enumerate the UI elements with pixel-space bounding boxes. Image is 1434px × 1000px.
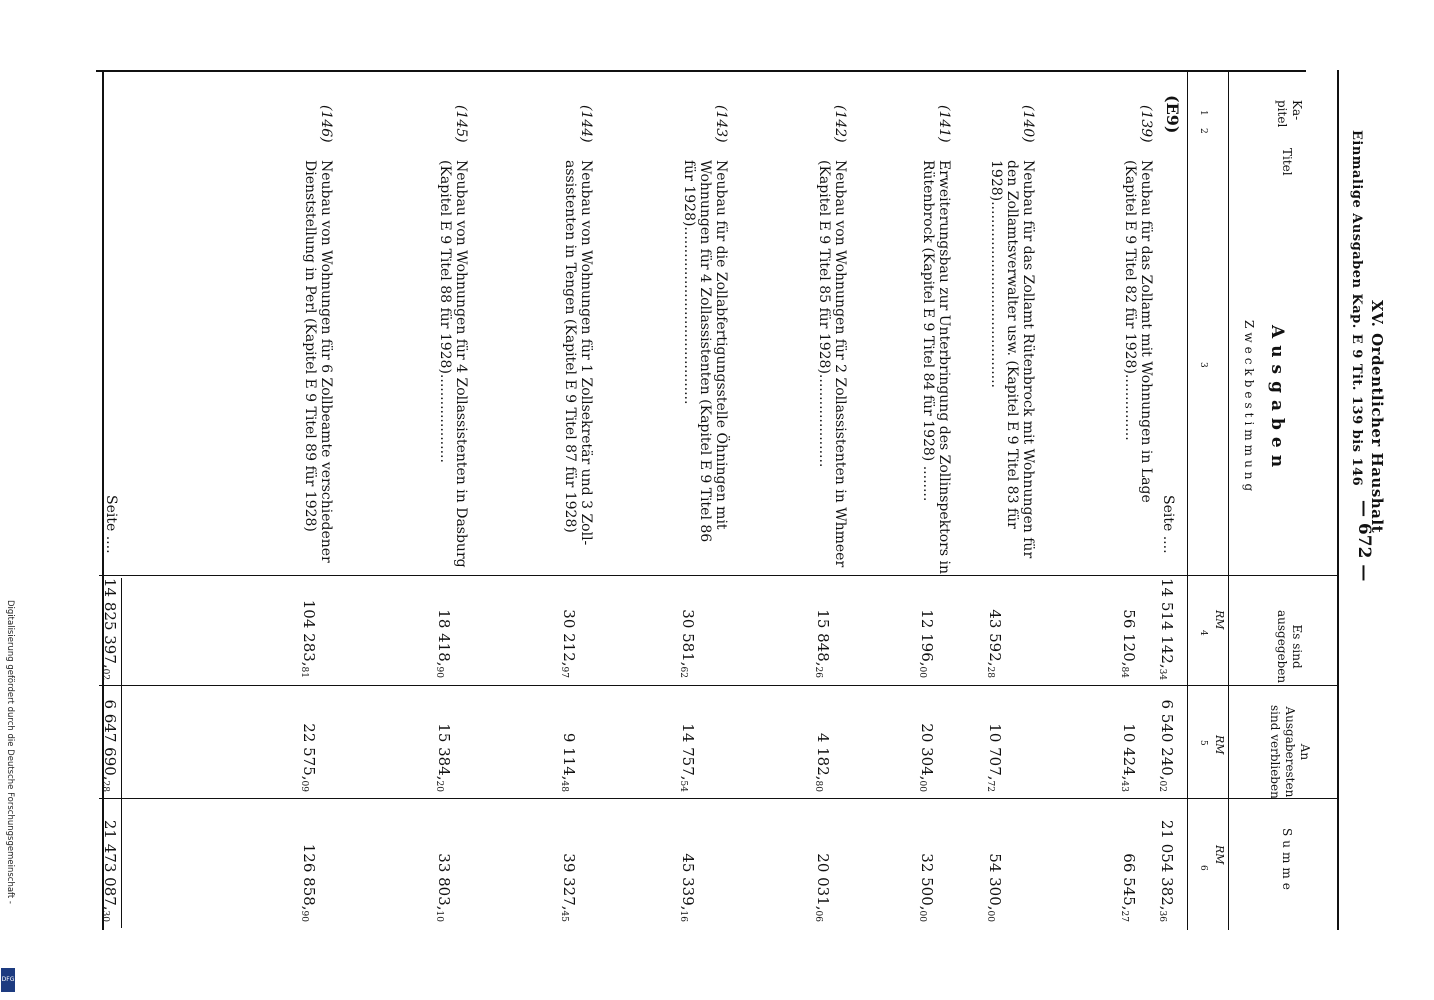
col-ausgegeben: Es sind ausgegeben xyxy=(1275,610,1304,684)
row-number: (140) xyxy=(1020,105,1036,143)
total-ausgegeben xyxy=(100,578,119,681)
value-int: 10 707, xyxy=(986,723,1004,781)
left-border xyxy=(96,70,1306,72)
value-dec: 45 xyxy=(559,910,569,922)
unit-col6: RM xyxy=(1213,845,1226,865)
col-number-5: 5 xyxy=(1198,740,1208,746)
row-summe xyxy=(917,802,936,922)
page-header-subtitle: Einmalige Ausgaben Kap. E 9 Tit. 139 bis 146 xyxy=(1349,130,1364,487)
unit-col4: RM xyxy=(1213,610,1226,630)
value-int: 15 848, xyxy=(814,609,832,667)
value-int: 39 327, xyxy=(560,853,578,911)
value-int: 66 545, xyxy=(1120,853,1138,911)
row-text-line: (Kapitel E 9 Titel 85 für 1928)..................... xyxy=(816,160,832,468)
value-int: 45 339, xyxy=(679,853,697,911)
row-text-line: Neubau für das Zollamt Rütenbrock mit Wohnungen für xyxy=(1020,160,1036,559)
col-divider-4-5 xyxy=(99,685,1339,686)
row-reste xyxy=(559,688,578,792)
value-dec: 97 xyxy=(559,666,569,678)
value-int: 12 196, xyxy=(918,609,936,667)
row-number: (146) xyxy=(318,105,334,143)
row-text-line: Neubau von Wohnungen für 4 Zollassistenten in Dasburg xyxy=(453,160,469,568)
unit-col5: RM xyxy=(1213,735,1226,755)
carry-summe xyxy=(1157,802,1176,922)
value-int: 4 182, xyxy=(814,732,832,781)
total-summe-int: 21 473 087, xyxy=(101,819,119,911)
carry-reste-int: 6 540 240, xyxy=(1158,699,1176,781)
value-dec: 16 xyxy=(678,910,688,922)
row-ausgegeben xyxy=(299,578,318,678)
row-text-line: Wohnungen für 4 Zollassistenten (Kapitel E 9 Titel 86 xyxy=(697,160,713,543)
value-int: 18 418, xyxy=(435,609,453,667)
row-summe xyxy=(813,802,832,922)
total-ausgegeben-int: 14 825 397, xyxy=(101,578,119,669)
unit-row-rule xyxy=(1228,70,1229,930)
row-text-line: Neubau von Wohnungen für 1 Zollsekretär und 3 Zoll- xyxy=(578,160,594,546)
col-summe: Summe xyxy=(1280,828,1294,894)
dfg-logo-text: DFG xyxy=(1,976,15,983)
row-summe xyxy=(559,802,578,922)
carry-summe-int: 21 054 382, xyxy=(1158,819,1176,911)
value-int: 20 304, xyxy=(918,723,936,781)
col-divider-5-6 xyxy=(99,798,1339,799)
value-dec: 00 xyxy=(917,780,927,792)
row-reste xyxy=(299,688,318,792)
value-dec: 80 xyxy=(813,780,823,792)
value-int: 104 283, xyxy=(300,599,318,667)
row-reste xyxy=(813,688,832,792)
row-reste xyxy=(678,688,697,792)
row-reste xyxy=(434,688,453,792)
value-dec: 81 xyxy=(299,666,309,678)
value-dec: 48 xyxy=(559,780,569,792)
value-int: 126 858, xyxy=(300,843,318,911)
col-number-4: 4 xyxy=(1198,630,1208,636)
col-divider-3-4 xyxy=(99,575,1339,576)
row-text-line: (Kapitel E 9 Titel 82 für 1928)............... xyxy=(1122,160,1138,441)
value-int: 30 212, xyxy=(560,609,578,667)
value-int: 30 581, xyxy=(679,609,697,667)
row-number: (144) xyxy=(578,105,594,143)
carry-reste-dec: 02 xyxy=(1157,780,1167,792)
col-titel: Titel xyxy=(1280,148,1294,176)
total-summe-dec: 30 xyxy=(100,910,110,922)
total-reste xyxy=(100,688,119,792)
row-ausgegeben xyxy=(434,578,453,678)
total-reste-dec: 28 xyxy=(100,780,110,792)
row-summe xyxy=(985,802,1004,922)
row-ausgegeben xyxy=(813,578,832,678)
value-dec: 27 xyxy=(1119,910,1129,922)
value-dec: 06 xyxy=(813,910,823,922)
row-summe xyxy=(299,802,318,922)
col-ausgaben: Ausgaben xyxy=(1267,325,1287,475)
col-number-2: 2 xyxy=(1198,128,1208,134)
row-ausgegeben xyxy=(917,578,936,678)
col-number-1: 1 xyxy=(1198,110,1208,116)
carry-reste xyxy=(1157,688,1176,792)
row-reste xyxy=(985,688,1004,792)
value-int: 56 120, xyxy=(1120,609,1138,667)
row-reste xyxy=(917,688,936,792)
row-number: (145) xyxy=(453,105,469,143)
carry-ausgegeben-int: 14 514 142, xyxy=(1158,578,1176,669)
row-text-line: assistenten in Tengen (Kapitel E 9 Titel 87 für 1928) xyxy=(562,160,578,533)
row-summe xyxy=(434,802,453,922)
total-reste-int: 6 647 690, xyxy=(101,699,119,781)
col-number-6: 6 xyxy=(1198,865,1208,871)
carry-ausgegeben-dec: 34 xyxy=(1157,668,1167,681)
value-int: 22 575, xyxy=(300,723,318,781)
header-bottom-rule xyxy=(1187,70,1188,930)
row-text-line: Neubau für die Zollabfertigungsstelle Öhningen mit xyxy=(713,160,729,530)
table-top-rule xyxy=(1337,70,1339,930)
total-summe xyxy=(100,802,119,922)
carry-label: Seite .... xyxy=(1160,495,1176,554)
row-number: (143) xyxy=(713,105,729,143)
row-text-line: Neubau von Wohnungen für 2 Zollassistenten in Whmeer xyxy=(832,160,848,568)
row-ausgegeben xyxy=(985,578,1004,678)
row-summe xyxy=(1119,802,1138,922)
value-int: 14 757, xyxy=(679,723,697,781)
value-int: 32 500, xyxy=(918,853,936,911)
value-dec: 09 xyxy=(299,780,309,792)
page-number: — 672 — xyxy=(1354,500,1374,582)
row-number: (141) xyxy=(936,105,952,143)
row-text-line: (Kapitel E 9 Titel 88 für 1928).................... xyxy=(437,160,453,463)
value-dec: 54 xyxy=(678,780,688,792)
value-int: 54 300, xyxy=(986,853,1004,911)
value-dec: 62 xyxy=(678,666,688,678)
row-reste xyxy=(1119,688,1138,792)
value-dec: 90 xyxy=(299,910,309,922)
value-dec: 20 xyxy=(434,780,444,792)
value-dec: 00 xyxy=(985,910,995,922)
value-dec: 28 xyxy=(985,666,995,678)
row-text-line: für 1928)........................................ xyxy=(681,160,697,405)
col-kapitel: Ka- pitel xyxy=(1275,100,1304,128)
value-dec: 84 xyxy=(1119,666,1129,678)
row-ausgegeben xyxy=(678,578,697,678)
value-dec: 00 xyxy=(917,910,927,922)
value-int: 15 384, xyxy=(435,723,453,781)
credit-text: Digitalisierung gefördert durch die Deutsche Forschungsgemeinschaft - xyxy=(5,600,15,904)
row-text-line: Dienststellung in Perl (Kapitel E 9 Titel 89 für 1928) xyxy=(302,160,318,532)
page-header-title: XV. Ordentlicher Haushalt xyxy=(1368,300,1386,534)
row-number: (142) xyxy=(832,105,848,143)
carry-ausgegeben xyxy=(1157,578,1176,681)
total-ausgegeben-dec: 02 xyxy=(100,668,110,681)
value-dec: 43 xyxy=(1119,780,1129,792)
value-dec: 90 xyxy=(434,666,444,678)
row-ausgegeben xyxy=(559,578,578,678)
carry-summe-dec: 36 xyxy=(1157,910,1167,922)
total-rule xyxy=(121,578,122,928)
value-int: 10 424, xyxy=(1120,723,1138,781)
value-dec: 00 xyxy=(917,666,927,678)
col-ausgaberesten: An Ausgaberesten sind verblieben xyxy=(1268,705,1312,799)
value-int: 20 031, xyxy=(814,853,832,911)
row-text-line: 1928).......................................... xyxy=(988,160,1004,388)
value-dec: 10 xyxy=(434,910,444,922)
value-int: 9 114, xyxy=(560,732,578,781)
value-int: 33 803, xyxy=(435,853,453,911)
row-text-line: Erweiterungsbau zur Unterbringung des Zollinspektors in xyxy=(936,160,952,575)
value-dec: 72 xyxy=(985,780,995,792)
total-label: Seite .... xyxy=(103,495,119,554)
row-text-line: den Zollamtsverwalter usw. (Kapitel E 9 Titel 83 für xyxy=(1004,160,1020,529)
row-text-line: Neubau für das Zollamt mit Wohnungen in Lage xyxy=(1138,160,1154,503)
row-number: (139) xyxy=(1138,105,1154,143)
value-dec: 26 xyxy=(813,666,823,678)
row-summe xyxy=(678,802,697,922)
section-marker: (E9) xyxy=(1163,95,1182,134)
row-ausgegeben xyxy=(1119,578,1138,678)
col-zweck: Zweckbestimmung xyxy=(1242,320,1256,496)
value-int: 43 592, xyxy=(986,609,1004,667)
col-number-3: 3 xyxy=(1198,362,1208,368)
row-text-line: Rütenbrock (Kapitel E 9 Titel 84 für 1928) ........ xyxy=(920,160,936,502)
row-text-line: Neubau von Wohnungen für 6 Zollbeamte verschiedener xyxy=(318,160,334,563)
